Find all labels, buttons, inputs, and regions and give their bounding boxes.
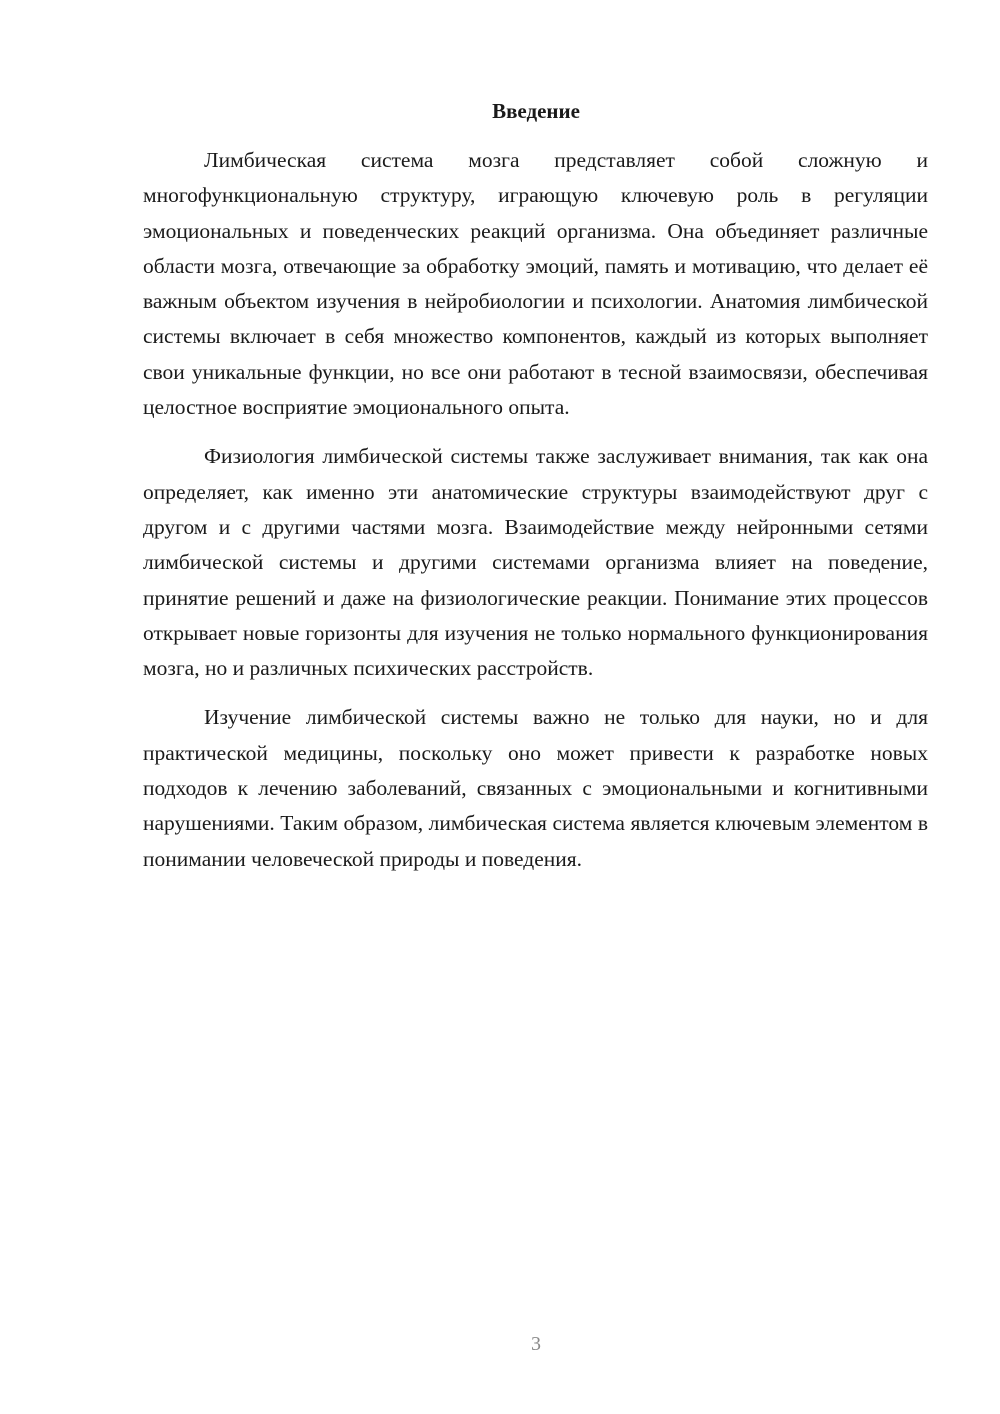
page-number: 3 — [531, 1333, 541, 1355]
paragraph-3: Изучение лимбической системы важно не только для науки, но и для практической медицины, поскольку оно может привести к разработке новых подходов к лечению заболеваний, связанных с эмоциональными и когнитивными нарушениями. Таким образом, лимбическая система является ключевым элементом в понимании человеческой природы и поведения. — [143, 705, 928, 871]
section-title: Введение — [492, 99, 580, 123]
body-text — [143, 143, 928, 891]
paragraph-1: Лимбическая система мозга представляет собой сложную и многофункциональную структуру, играющую ключевую роль в регуляции эмоциональных и поведенческих реакций организма. Она объединяет различные области мозга, отвечающие за обработку эмоций, память и мотивацию, что делает её важным объектом изучения в нейробиологии и психологии. Анатомия лимбической системы включает в себя множество компонентов, каждый из которых выполняет свои уникальные функции, но все они работают в тесной взаимосвязи, обеспечивая целостное восприятие эмоционального опыта. — [143, 148, 928, 420]
paragraph-2: Физиология лимбической системы также заслуживает внимания, так как она определяет, как именно эти анатомические структуры взаимодействуют друг с другом и с другими частями мозга. Взаимодействие между нейронными сетями лимбической системы и другими системами организма влияет на поведение, принятие решений и даже на физиологические реакции. Понимание этих процессов открывает новые горизонты для изучения не только нормального функционирования мозга, но и различных психических расстройств. — [143, 444, 928, 681]
